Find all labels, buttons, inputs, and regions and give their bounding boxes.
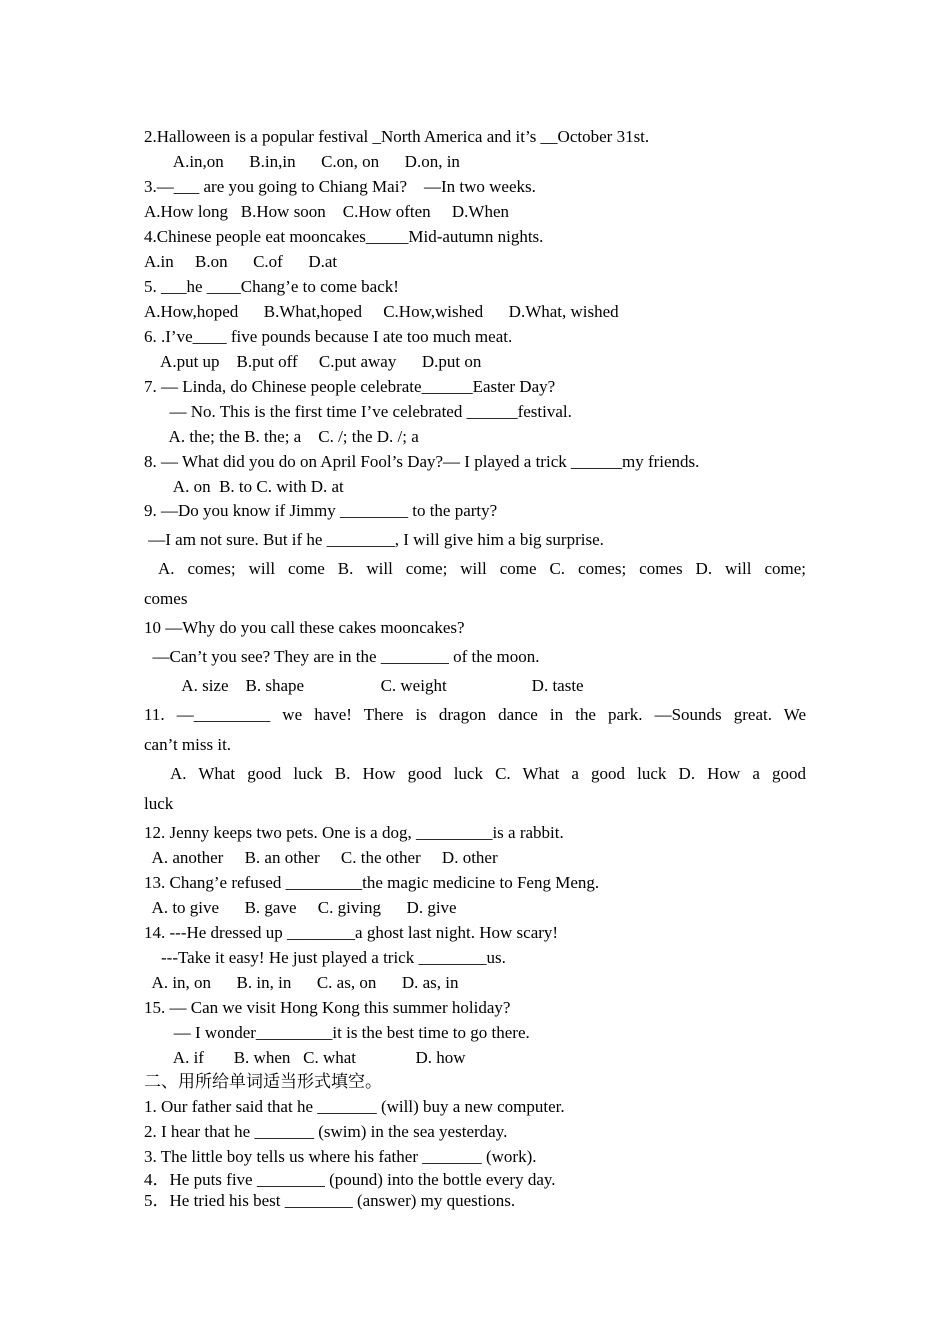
question-11: 11. —_________ we have! There is dragon dance in the park. —Sounds great. We <box>144 705 806 724</box>
question-5-options: A.How,hoped B.What,hoped C.How,wished D.What, wished <box>144 302 619 321</box>
question-4: 4.Chinese people eat mooncakes_____Mid-autumn nights. <box>144 227 544 246</box>
question-9-line-2: —I am not sure. But if he ________, I will give him a big surprise. <box>144 530 604 549</box>
question-15-line-2: — I wonder_________it is the best time to go there. <box>144 1023 530 1042</box>
question-10-line-2: —Can’t you see? They are in the ________ of the moon. <box>144 647 540 666</box>
question-2-options: A.in,on B.in,in C.on, on D.on, in <box>144 152 460 171</box>
question-7: 7. — Linda, do Chinese people celebrate______Easter Day? <box>144 377 556 396</box>
question-9: 9. —Do you know if Jimmy ________ to the party? <box>144 501 498 520</box>
question-14-line-2: ---Take it easy! He just played a trick ________us. <box>144 948 506 967</box>
question-7-line-2: — No. This is the first time I’ve celebrated ______festival. <box>144 402 572 421</box>
question-7-options: A. the; the B. the; a C. /; the D. /; a <box>144 427 419 446</box>
question-6: 6. .I’ve____ five pounds because I ate too much meat. <box>144 327 513 346</box>
question-11-cont: can’t miss it. <box>144 735 232 754</box>
fill-2: 2. I hear that he _______ (swim) in the sea yesterday. <box>144 1122 508 1141</box>
question-12: 12. Jenny keeps two pets. One is a dog, _________is a rabbit. <box>144 823 564 842</box>
question-10: 10 —Why do you call these cakes mooncakes? <box>144 618 465 637</box>
question-15: 15. — Can we visit Hong Kong this summer holiday? <box>144 998 511 1017</box>
question-13-options: A. to give B. gave C. giving D. give <box>144 898 457 917</box>
question-14: 14. ---He dressed up ________a ghost last night. How scary! <box>144 923 559 942</box>
fill-4: 4．He puts five ________ (pound) into the bottle every day. <box>144 1170 556 1189</box>
question-5: 5. ___he ____Chang’e to come back! <box>144 277 399 296</box>
question-10-options: A. size B. shape C. weight D. taste <box>144 676 584 695</box>
question-11-options-cont: luck <box>144 794 174 813</box>
question-3: 3.—___ are you going to Chiang Mai? —In two weeks. <box>144 177 536 196</box>
fill-1: 1. Our father said that he _______ (will) buy a new computer. <box>144 1097 565 1116</box>
question-4-options: A.in B.on C.of D.at <box>144 252 338 271</box>
question-8-options: A. on B. to C. with D. at <box>144 477 344 496</box>
question-9-options: A. comes; will come B. will come; will come C. comes; comes D. will come; <box>158 559 806 578</box>
question-15-options: A. if B. when C. what D. how <box>144 1048 466 1067</box>
question-2: 2.Halloween is a popular festival _North America and it’s __October 31st. <box>144 127 650 146</box>
section-2-heading: 二、用所给单词适当形式填空。 <box>144 1072 382 1091</box>
question-8: 8. — What did you do on April Fool’s Day?— I played a trick ______my friends. <box>144 452 700 471</box>
fill-5: 5．He tried his best ________ (answer) my questions. <box>144 1191 516 1210</box>
question-6-options: A.put up B.put off C.put away D.put on <box>144 352 482 371</box>
question-3-options: A.How long B.How soon C.How often D.When <box>144 202 510 221</box>
question-11-options: A. What good luck B. How good luck C. What a good luck D. How a good <box>170 764 806 783</box>
question-14-options: A. in, on B. in, in C. as, on D. as, in <box>144 973 459 992</box>
question-12-options: A. another B. an other C. the other D. other <box>144 848 498 867</box>
question-13: 13. Chang’e refused _________the magic medicine to Feng Meng. <box>144 873 600 892</box>
question-9-options-cont: comes <box>144 589 188 608</box>
fill-3: 3. The little boy tells us where his father _______ (work). <box>144 1147 537 1166</box>
